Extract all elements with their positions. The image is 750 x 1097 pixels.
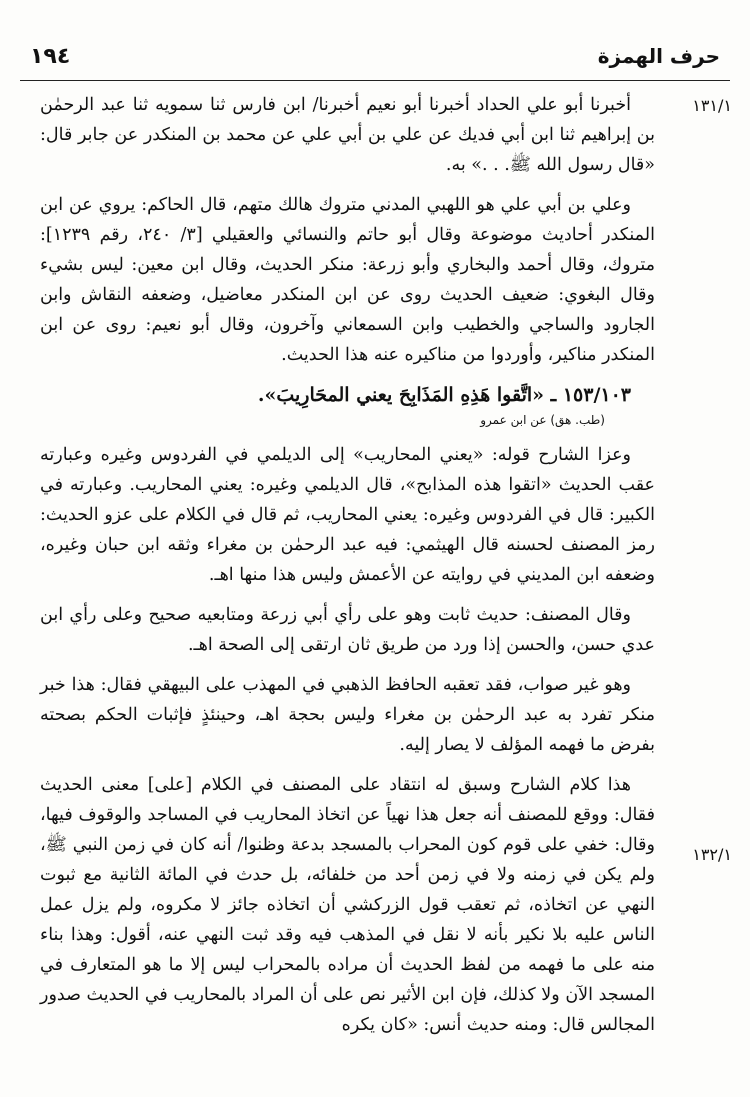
page-body xyxy=(40,90,655,1050)
page-header xyxy=(30,36,720,76)
narrator-critique-paragraph: وعلي بن أبي علي هو اللهبي المدني متروك هالك متهم، قال الحاكم: يروي عن ابن المنكدر أحاديث موضوعة وقال أبو حاتم والنسائي والعقيلي [٣/ ٢٤٠، رقم ١٢٣٩]: متروك، وقال أحمد والبخاري وأبو زرعة: منكر الحديث، وقال ابن معين: ليس بشيء وقال البغوي: ضعيف الحديث روى عن ابن المنكدر معاضيل، وضعفه النقاش وابن الجارود والساجي والخطيب وابن السمعاني وآخرون، وقال أبو نعيم: روى عن ابن المنكدر مناكير، وأوردوا من مناكيره عنه هذا الحديث. xyxy=(40,195,655,365)
commentary-paragraph: وعزا الشارح قوله: «يعني المحاريب» إلى الديلمي في الفردوس وغيره وعبارته عقب الحديث «اتقوا هذه المذابح»، قال الديلمي وغيره: يعني المحاريب. وعبارته في الكبير: قال في الفردوس وغيره: يعني المحاريب، ثم قال في الكلام على عزو الحديث: رمز المصنف لحسنه قال الهيثمي: فيه عبد الرحمٰن بن مغراء وثقه ابن حبان وغيره، وضعفه ابن المديني في روايته عن الأعمش وليس هذا منها اهـ. xyxy=(40,445,655,585)
hadith-source: (طب. هق) عن ابن عمرو xyxy=(480,413,605,427)
commentary-paragraph: وقال المصنف: حديث ثابت وهو على رأي أبي زرعة ومتابعيه صحيح وعلى رأي ابن عدي حسن، والحسن إذا ورد من طريق ثان ارتقى إلى الصحة اهـ. xyxy=(40,605,655,655)
running-title: حرف الهمزة xyxy=(597,44,720,68)
commentary-paragraph: هذا كلام الشارح وسبق له انتقاد على المصنف في الكلام [على] معنى الحديث فقال: ووقع للمصنف أنه جعل هذا نهياً عن اتخاذ المحاريب في المساجد والوقوف فيها، وقال: خفي على قوم كون المحراب بالمسجد بدعة وظنوا/ أنه كان في زمن النبي ﷺ، ولم يكن في زمنه ولا في زمن أحد من خلفائه، بل حدث في المائة الثانية مع ثبوت النهي عن اتخاذه، ثم تعقب قول الزركشي أن اتخاذه جائز لا مكروه، ولم يزل عمل الناس عليه بلا نكير بأنه لا نقل في المذهب فيه وقد ثبت النهي عنه، أقول: وهذا بناء منه على ما فهمه من لفظ الحديث أن مراده بالمحراب ليس إلا ما هو المتعارف في المسجد الآن ولا كذلك، فإن ابن الأثير نص على أن المراد بالمحاريب في الحديث صدور المجالس قال: ومنه حديث أنس: «كان يكره xyxy=(40,775,655,1035)
page-number: ١٩٤ xyxy=(30,43,71,69)
margin-ref: ١٣٢/١ xyxy=(692,845,732,864)
commentary-paragraph: وهو غير صواب، فقد تعقبه الحافظ الذهبي في المهذب على البيهقي فقال: هذا خبر منكر تفرد به عبد الرحمٰن بن مغراء وليس بحجة اهـ، وحينئذٍ فإثبات الحكم بصحته بفرض ما فهمه المؤلف لا يصار إليه. xyxy=(40,675,655,755)
margin-ref: ١٣١/١ xyxy=(692,96,732,115)
hadith-heading: ١٥٣/١٠٣ ـ «اتَّقوا هَذِهِ المَذَابِحَ يعني المحَارِيبَ». xyxy=(257,384,631,406)
isnad-paragraph: أخبرنا أبو علي الحداد أخبرنا أبو نعيم أخبرنا/ ابن فارس ثنا سمويه ثنا عبد الرحمٰن بن إبراهيم ثنا ابن أبي فديك عن علي بن أبي علي عن محمد بن المنكدر عن جابر قال: «قال رسول الله ﷺ. . .» به. xyxy=(40,95,655,175)
header-rule xyxy=(20,80,730,81)
